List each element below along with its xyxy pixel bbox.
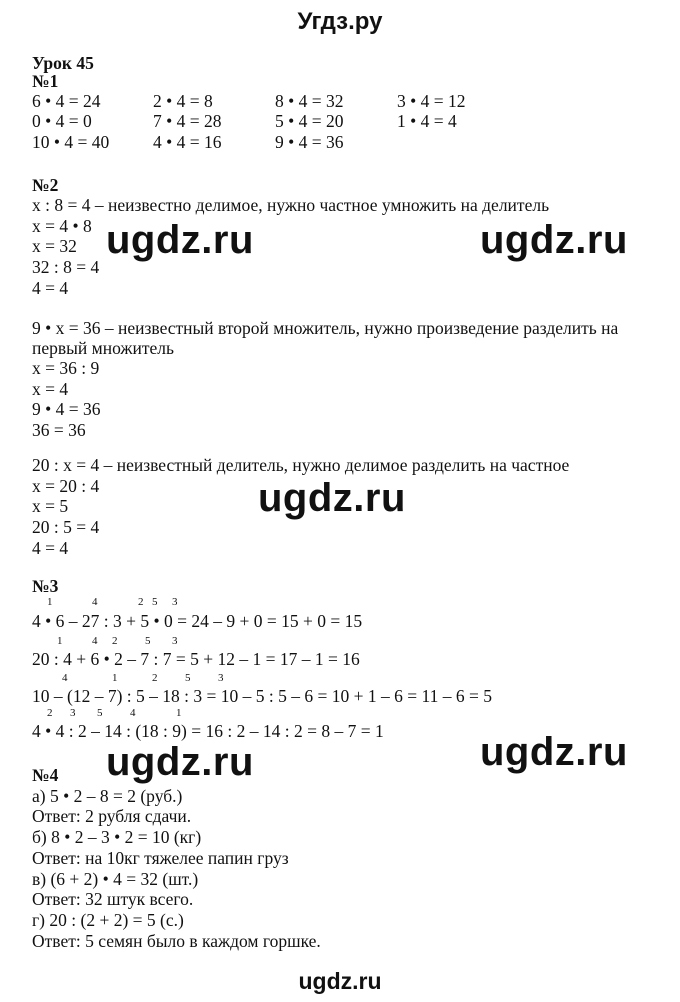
order-mark: 1 — [112, 672, 118, 684]
task3-line: 10 – (12 – 7) : 5 – 18 : 3 = 10 – 5 : 5 – 6 = 10 + 1 – 6 = 11 – 6 = 5 — [32, 686, 492, 706]
task4-line: а) 5 • 2 – 8 = 2 (руб.) — [32, 786, 183, 806]
order-mark: 5 — [185, 672, 191, 684]
task1-cell: 0 • 4 = 0 — [32, 111, 92, 131]
task2-line: 20 : 5 = 4 — [32, 517, 100, 537]
order-mark: 1 — [47, 596, 53, 608]
task3-heading: №3 — [32, 576, 59, 596]
order-mark: 4 — [92, 635, 98, 647]
task1-cell: 8 • 4 = 32 — [275, 91, 344, 111]
watermark: ugdz.ru — [480, 730, 628, 774]
order-mark: 4 — [130, 707, 136, 719]
order-mark: 1 — [176, 707, 182, 719]
task2-line: 32 : 8 = 4 — [32, 257, 100, 277]
task2-line: х = 36 : 9 — [32, 358, 100, 378]
order-mark: 3 — [172, 596, 178, 608]
task2-line: х = 5 — [32, 496, 69, 516]
task2-line: 4 = 4 — [32, 278, 69, 298]
task1-cell: 9 • 4 = 36 — [275, 132, 344, 152]
order-mark: 3 — [172, 635, 178, 647]
task2-line: 9 • х = 36 – неизвестный второй множитель, нужно произведение разделить на — [32, 318, 619, 338]
task3-line: 4 • 4 : 2 – 14 : (18 : 9) = 16 : 2 – 14 : 2 = 8 – 7 = 1 — [32, 721, 384, 741]
order-mark: 3 — [218, 672, 224, 684]
order-mark: 4 — [62, 672, 68, 684]
order-mark: 5 — [97, 707, 103, 719]
task1-cell: 1 • 4 = 4 — [397, 111, 457, 131]
order-mark: 2 — [112, 635, 118, 647]
order-mark: 2 — [138, 596, 144, 608]
task2-heading: №2 — [32, 175, 59, 195]
task4-line: Ответ: на 10кг тяжелее папин груз — [32, 848, 289, 868]
task4-heading: №4 — [32, 765, 59, 785]
task1-cell: 5 • 4 = 20 — [275, 111, 344, 131]
task2-line: первый множитель — [32, 338, 174, 358]
task1-cell: 6 • 4 = 24 — [32, 91, 101, 111]
order-mark: 1 — [57, 635, 63, 647]
task4-line: г) 20 : (2 + 2) = 5 (с.) — [32, 910, 184, 930]
task2-line: х : 8 = 4 – неизвестно делимое, нужно частное умножить на делитель — [32, 195, 550, 215]
watermark: ugdz.ru — [106, 740, 254, 784]
lesson-title: Урок 45 — [32, 53, 94, 73]
task1-cell: 10 • 4 = 40 — [32, 132, 110, 152]
task1-cell: 3 • 4 = 12 — [397, 91, 466, 111]
task2-line: х = 20 : 4 — [32, 476, 100, 496]
task2-line: 4 = 4 — [32, 538, 69, 558]
task1-cell: 7 • 4 = 28 — [153, 111, 222, 131]
order-mark: 2 — [47, 707, 53, 719]
task2-line: 20 : х = 4 – неизвестный делитель, нужно делимое разделить на частное — [32, 455, 570, 475]
watermark: ugdz.ru — [258, 476, 406, 520]
order-mark: 5 — [145, 635, 151, 647]
task4-line: Ответ: 32 штук всего. — [32, 889, 194, 909]
watermark: ugdz.ru — [106, 218, 254, 262]
watermark: ugdz.ru — [480, 218, 628, 262]
task3-line: 4 • 6 – 27 : 3 + 5 • 0 = 24 – 9 + 0 = 15 + 0 = 15 — [32, 611, 363, 631]
order-mark: 4 — [92, 596, 98, 608]
task2-line: х = 4 • 8 — [32, 216, 92, 236]
order-mark: 3 — [70, 707, 76, 719]
task1-cell: 2 • 4 = 8 — [153, 91, 213, 111]
site-title: Угдз.ру — [297, 8, 383, 35]
task3-line: 20 : 4 + 6 • 2 – 7 : 7 = 5 + 12 – 1 = 17 – 1 = 16 — [32, 649, 360, 669]
task4-line: в) (6 + 2) • 4 = 32 (шт.) — [32, 869, 199, 889]
task4-line: Ответ: 5 семян было в каждом горшке. — [32, 931, 321, 951]
task2-line: х = 4 — [32, 379, 69, 399]
task1-cell: 4 • 4 = 16 — [153, 132, 222, 152]
task4-line: б) 8 • 2 – 3 • 2 = 10 (кг) — [32, 827, 202, 847]
task2-line: х = 32 — [32, 236, 77, 256]
task1-heading: №1 — [32, 71, 59, 91]
task4-line: Ответ: 2 рубля сдачи. — [32, 806, 192, 826]
order-mark: 5 — [152, 596, 158, 608]
order-mark: 2 — [152, 672, 158, 684]
footer-site: ugdz.ru — [298, 968, 382, 994]
task2-line: 36 = 36 — [32, 420, 86, 440]
task2-line: 9 • 4 = 36 — [32, 399, 101, 419]
